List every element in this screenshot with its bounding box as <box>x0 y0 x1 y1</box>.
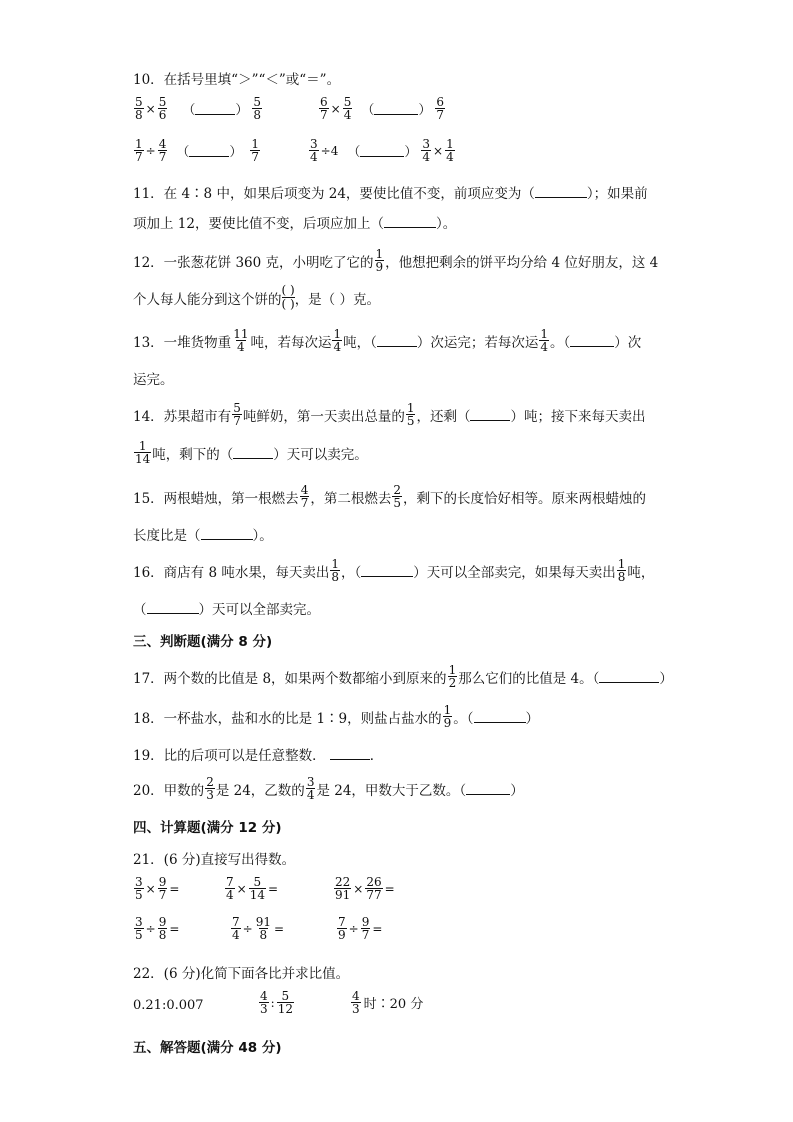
q22-text: 22．(6 分)化简下面各比并求比值。 <box>133 966 350 982</box>
answer-blank[interactable] <box>470 409 510 421</box>
answer-blank[interactable] <box>599 671 659 683</box>
q14-line-2: $\frac{1}{14}$ 吨，剩下的（ ）天可以卖完。 <box>135 439 368 466</box>
q14-line-1: 14．苏果超市有 $\frac{5}{7}$ 吨鲜奶，第一天卖出总量的 $\frac{1}{5}$ ，还剩（ ）吨；接下来每天卖出 <box>133 401 646 428</box>
q21-expr-4: $\frac{3}{5}$ ÷ $\frac{9}{8}$ = <box>135 915 180 942</box>
section-5-heading: 五、解答题(满分 48 分) <box>133 1040 282 1056</box>
q15-line-2: 长度比是（ ）。 <box>133 528 273 544</box>
answer-blank[interactable] <box>361 565 413 577</box>
q22-expr-2: $\frac{4}{3}$ : $\frac{5}{12}$ <box>260 989 293 1016</box>
answer-blank[interactable] <box>195 103 235 115</box>
answer-blank[interactable] <box>201 528 253 540</box>
answer-blank[interactable] <box>474 711 526 723</box>
q15-line-1: 15．两根蜡烛，第一根燃去 $\frac{4}{7}$ ，第二根燃去 $\frac{2}{5}$ ，剩下的长度恰好相等。原来两根蜡烛的 <box>133 483 646 510</box>
q16-line-1: 16．商店有 8 吨水果，每天卖出 $\frac{1}{8}$ ，（ ）天可以全部卖完，如果每天卖出 $\frac{1}{8}$ 吨， <box>133 557 655 584</box>
q10-item-1: $\frac{5}{8}$ × $\frac{5}{6}$ （ ） $\frac{5}{8}$ <box>135 95 262 122</box>
q17: 17．两个数的比值是 8，如果两个数都缩小到原来的 $\frac{1}{2}$ 那么它们的比值是 4。（ ） <box>133 663 673 690</box>
answer-blank[interactable] <box>233 447 273 459</box>
answer-blank[interactable] <box>535 186 587 198</box>
q11-line-2: 项加上 12，要使比值不变，后项应加上（ ）。 <box>133 216 457 232</box>
q21-expr-5: $\frac{7}{4}$ ÷ $\frac{91}{8}$ = <box>232 915 285 942</box>
q18: 18．一杯盐水，盐和水的比是 1∶9，则盐占盐水的 $\frac{1}{9}$ 。（ ） <box>133 703 540 730</box>
q10-item-3: $\frac{1}{7}$ ÷ $\frac{4}{7}$ （ ） $\frac{1}{7}$ <box>135 137 260 164</box>
q13-line-1: 13．一堆货物重 $\frac{11}{4}$ 吨，若每次运 $\frac{1}{4}$ 吨，（ ）次运完；若每次运 $\frac{1}{4}$ 。（ ）次 <box>133 327 642 354</box>
section-3-heading: 三、判断题(满分 8 分) <box>133 634 273 650</box>
q21-expr-2: $\frac{7}{4}$ × $\frac{5}{14}$ = <box>226 875 279 902</box>
answer-blank[interactable] <box>466 783 510 795</box>
q21-text: 21．(6 分)直接写出得数。 <box>133 852 296 868</box>
answer-blank[interactable] <box>330 748 370 760</box>
q12-line-1: 12．一张葱花饼 360 克，小明吃了它的 $\frac{1}{9}$ ，他想把剩余的饼平均分给 4 位好朋友，这 4 <box>133 247 659 274</box>
answer-blank[interactable] <box>384 216 436 228</box>
q19: 19．比的后项可以是任意整数． ． <box>133 748 384 764</box>
q21-expr-1: $\frac{3}{5}$ × $\frac{9}{7}$ = <box>135 875 180 902</box>
q21-expr-3: $\frac{22}{91}$ × $\frac{26}{77}$ = <box>335 875 395 902</box>
q13-line-2: 运完。 <box>133 372 174 388</box>
answer-blank[interactable] <box>147 602 199 614</box>
q10-item-4: $\frac{3}{4}$ ÷4 （ ） $\frac{3}{4}$ × $\frac{1}{4}$ <box>310 137 454 164</box>
answer-blank[interactable] <box>377 335 417 347</box>
q10-item-2: $\frac{6}{7}$ × $\frac{5}{4}$ （ ） $\frac{6}{7}$ <box>320 95 445 122</box>
q12-line-2: 个人每人能分到这个饼的 $\frac{( )}{( )}$ ，是（ ）克。 <box>133 283 380 311</box>
q22-expr-1: 0.21:0.007 <box>133 998 204 1013</box>
q10-text: 10．在括号里填“＞”“＜”或“＝”。 <box>133 72 341 88</box>
section-4-heading: 四、计算题(满分 12 分) <box>133 820 282 836</box>
answer-blank[interactable] <box>374 103 418 115</box>
answer-blank[interactable] <box>189 145 229 157</box>
q22-expr-3: $\frac{4}{3}$ 时∶20 分 <box>352 989 424 1016</box>
q21-expr-6: $\frac{7}{9}$ ÷ $\frac{9}{7}$ = <box>338 915 383 942</box>
q16-line-2: （ ）天可以全部卖完。 <box>133 602 320 618</box>
answer-blank[interactable] <box>360 145 404 157</box>
q20: 20．甲数的 $\frac{2}{3}$ 是 24，乙数的 $\frac{3}{4}$ 是 24，甲数大于乙数。（ ） <box>133 775 524 802</box>
answer-blank[interactable] <box>570 335 614 347</box>
answer-fraction[interactable]: $\frac{( )}{( )}$ <box>281 283 295 311</box>
q11-line-1: 11．在 4∶8 中，如果后项变为 24，要使比值不变，前项应变为（ ）；如果前 <box>133 186 648 202</box>
